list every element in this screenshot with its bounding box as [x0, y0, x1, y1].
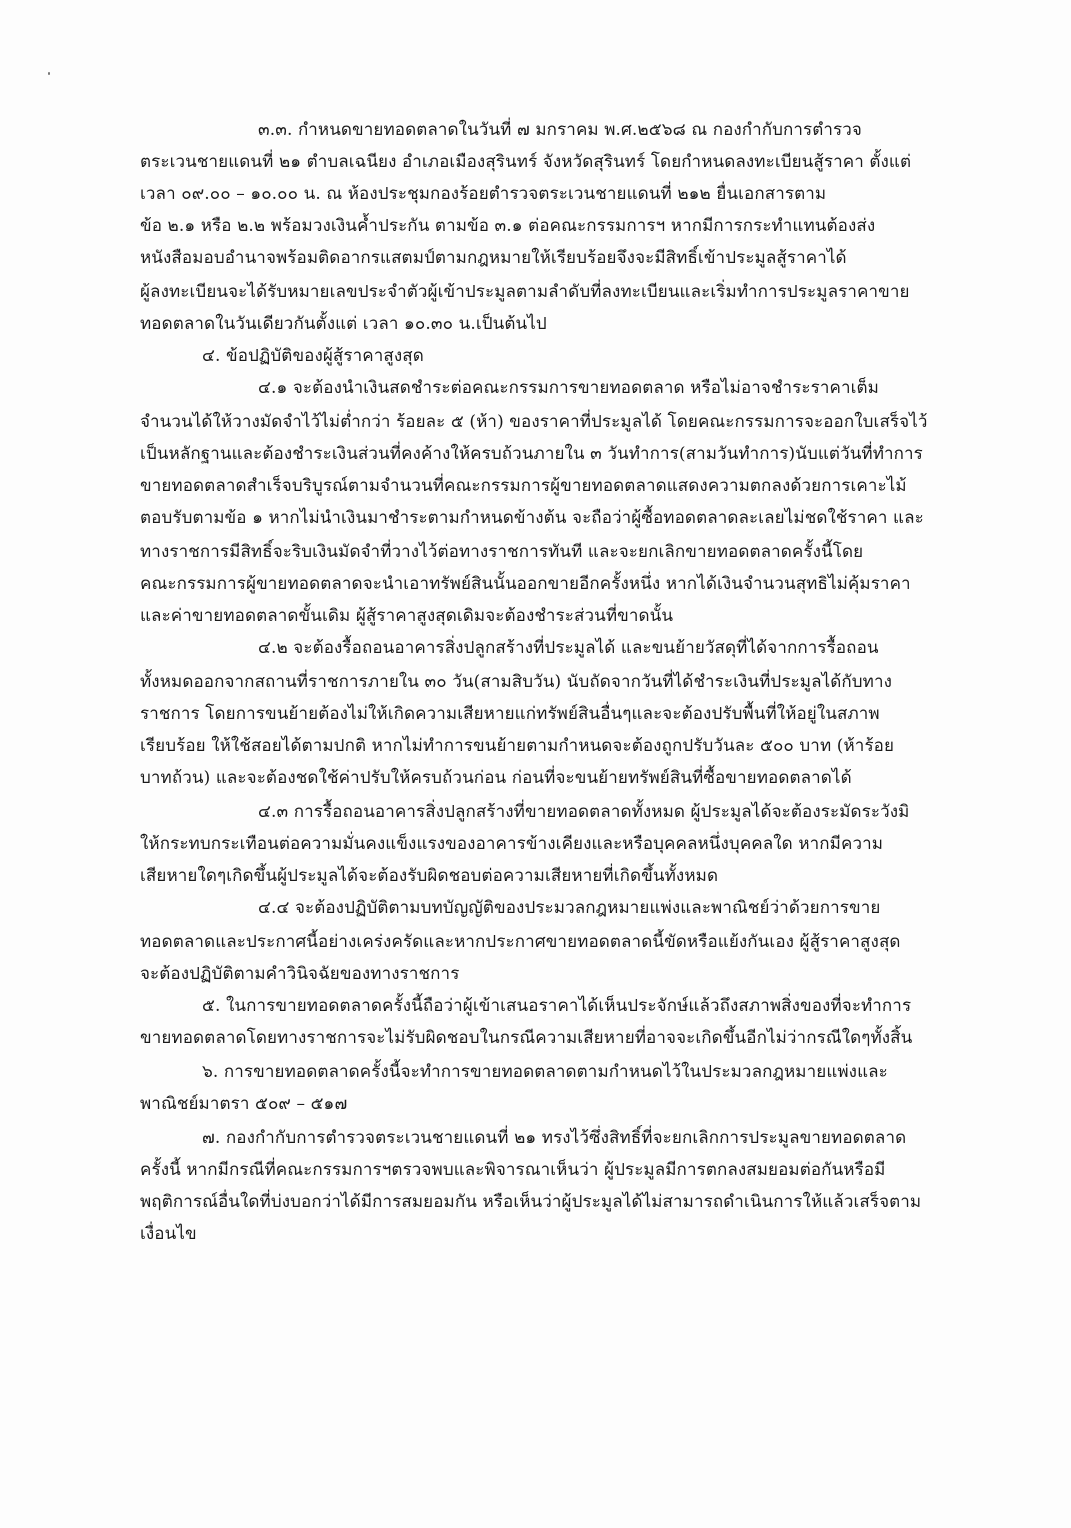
section-5-line-2: ขายทอดตลาดโดยทางราชการจะไม่รับผิดชอบในกรณีความเสียหายที่อาจจะเกิดขึ้นอีกไม่ว่ากรณีใดๆทั้งสิ้น — [140, 1028, 913, 1048]
paragraph-3-3-line-7: ทอดตลาดในวันเดียวกันตั้งแต่ เวลา ๑๐.๓๐ น.เป็นต้นไป — [140, 314, 547, 334]
section-6-line-2: พาณิชย์มาตรา ๕๐๙ – ๕๑๗ — [140, 1094, 348, 1114]
paragraph-4-4-line-3: จะต้องปฏิบัติตามคำวินิจฉัยของทางราชการ — [140, 964, 460, 984]
paragraph-3-3-line-5: หนังสือมอบอำนาจพร้อมติดอากรแสตมป์ตามกฎหมายให้เรียบร้อยจึงจะมีสิทธิ์เข้าประมูลสู้ราคาได้ — [140, 248, 847, 268]
section-7-line-1: ๗. กองกำกับการตำรวจตระเวนชายแดนที่ ๒๑ ทรงไว้ซึ่งสิทธิ์ที่จะยกเลิกการประมูลขายทอดตลาด — [202, 1128, 907, 1148]
paragraph-4-1-line-8: และค่าขายทอดตลาดขั้นเดิม ผู้สู้ราคาสูงสุดเดิมจะต้องชำระส่วนที่ขาดนั้น — [140, 606, 674, 626]
paragraph-4-1-line-2: จำนวนได้ให้วางมัดจำไว้ไม่ต่ำกว่า ร้อยละ ๕ (ห้า) ของราคาที่ประมูลได้ โดยคณะกรรมการจะออกใบเสร็จไว้ — [140, 412, 928, 432]
paragraph-4-2-line-5: บาทถ้วน) และจะต้องชดใช้ค่าปรับให้ครบถ้วนก่อน ก่อนที่จะขนย้ายทรัพย์สินที่ซื้อขายทอดตลาดได้ — [140, 768, 852, 788]
section-6-line-1: ๖. การขายทอดตลาดครั้งนี้จะทำการขายทอดตลาดตามกำหนดไว้ในประมวลกฎหมายแพ่งและ — [202, 1062, 888, 1082]
paragraph-4-1-line-6: ทางราชการมีสิทธิ์จะริบเงินมัดจำที่วางไว้ต่อทางราชการทันที และจะยกเลิกขายทอดตลาดครั้งนี้โดย — [140, 542, 864, 562]
paragraph-4-2-line-3: ราชการ โดยการขนย้ายต้องไม่ให้เกิดความเสียหายแก่ทรัพย์สินอื่นๆและจะต้องปรับพื้นที่ให้อยู่ในสภาพ — [140, 704, 880, 724]
section-7-line-2: ครั้งนี้ หากมีกรณีที่คณะกรรมการฯตรวจพบและพิจารณาเห็นว่า ผู้ประมูลมีการตกลงสมยอมต่อกันหรือมี — [140, 1160, 886, 1180]
paragraph-4-3-line-3: เสียหายใดๆเกิดขึ้นผู้ประมูลได้จะต้องรับผิดชอบต่อความเสียหายที่เกิดขึ้นทั้งหมด — [140, 866, 719, 886]
paragraph-3-3-line-1: ๓.๓. กำหนดขายทอดตลาดในวันที่ ๗ มกราคม พ.ศ.๒๕๖๘ ณ กองกำกับการตำรวจ — [258, 120, 862, 140]
scan-speck — [48, 72, 50, 75]
section-7-line-3: พฤติการณ์อื่นใดที่บ่งบอกว่าได้มีการสมยอมกัน หรือเห็นว่าผู้ประมูลได้ไม่สามารถดำเนินการให้แล้วเสร็จตาม — [140, 1192, 922, 1212]
paragraph-3-3-line-6: ผู้ลงทะเบียนจะได้รับหมายเลขประจำตัวผู้เข้าประมูลตามลำดับที่ลงทะเบียนและเริ่มทำการประมูลราคาขาย — [140, 282, 910, 302]
paragraph-4-1-line-3: เป็นหลักฐานและต้องชำระเงินส่วนที่คงค้างให้ครบถ้วนภายใน ๓ วันทำการ(สามวันทำการ)นับแต่วันที่ทำการ — [140, 444, 923, 464]
paragraph-4-1-line-5: ตอบรับตามข้อ ๑ หากไม่นำเงินมาชำระตามกำหนดข้างต้น จะถือว่าผู้ซื้อทอดตลาดละเลยไม่ชดใช้ราคา และ — [140, 508, 924, 528]
paragraph-4-4-line-2: ทอดตลาดและประกาศนี้อย่างเคร่งครัดและหากประกาศขายทอดตลาดนี้ขัดหรือแย้งกันเอง ผู้สู้ราคาสูงสุด — [140, 932, 901, 952]
paragraph-4-2-line-1: ๔.๒ จะต้องรื้อถอนอาคารสิ่งปลูกสร้างที่ประมูลได้ และขนย้ายวัสดุที่ได้จากการรื้อถอน — [258, 638, 879, 658]
section-4-heading: ๔. ข้อปฏิบัติของผู้สู้ราคาสูงสุด — [202, 346, 424, 366]
paragraph-3-3-line-3: เวลา ๐๙.๐๐ – ๑๐.๐๐ น. ณ ห้องประชุมกองร้อยตำรวจตระเวนชายแดนที่ ๒๑๒ ยื่นเอกสารตาม — [140, 184, 827, 204]
paragraph-4-1-line-7: คณะกรรมการผู้ขายทอดตลาดจะนำเอาทรัพย์สินนั้นออกขายอีกครั้งหนึ่ง หากได้เงินจำนวนสุทธิไม่คุ้มราคา — [140, 574, 911, 594]
section-5-line-1: ๕. ในการขายทอดตลาดครั้งนี้ถือว่าผู้เข้าเสนอราคาได้เห็นประจักษ์แล้วถึงสภาพสิ่งของที่จะทำการ — [202, 996, 912, 1016]
paragraph-4-4-line-1: ๔.๔ จะต้องปฏิบัติตามบทบัญญัติของประมวลกฎหมายแพ่งและพาณิชย์ว่าด้วยการขาย — [258, 898, 881, 918]
paragraph-3-3-line-4: ข้อ ๒.๑ หรือ ๒.๒ พร้อมวงเงินค้ำประกัน ตามข้อ ๓.๑ ต่อคณะกรรมการฯ หากมีการกระทำแทนต้องส่ง — [140, 216, 876, 236]
section-7-line-4: เงื่อนไข — [140, 1224, 197, 1244]
paragraph-4-1-line-1: ๔.๑ จะต้องนำเงินสดชำระต่อคณะกรรมการขายทอดตลาด หรือไม่อาจชำระราคาเต็ม — [258, 378, 879, 398]
paragraph-4-3-line-1: ๔.๓ การรื้อถอนอาคารสิ่งปลูกสร้างที่ขายทอดตลาดทั้งหมด ผู้ประมูลได้จะต้องระมัดระวังมิ — [258, 802, 910, 822]
paragraph-4-2-line-4: เรียบร้อย ให้ใช้สอยได้ตามปกติ หากไม่ทำการขนย้ายตามกำหนดจะต้องถูกปรับวันละ ๕๐๐ บาท (ห้าร้อย — [140, 736, 895, 756]
paragraph-3-3-line-2: ตระเวนชายแดนที่ ๒๑ ตำบลเฉนียง อำเภอเมืองสุรินทร์ จังหวัดสุรินทร์ โดยกำหนดลงทะเบียนสู้ราคา ตั้งแต่ — [140, 152, 912, 172]
paragraph-4-3-line-2: ให้กระทบกระเทือนต่อความมั่นคงแข็งแรงของอาคารข้างเคียงและหรือบุคคลหนึ่งบุคคลใด หากมีความ — [140, 834, 884, 854]
paragraph-4-2-line-2: ทั้งหมดออกจากสถานที่ราชการภายใน ๓๐ วัน(สามสิบวัน) นับถัดจากวันที่ได้ชำระเงินที่ประมูลได้กับทาง — [140, 672, 893, 692]
paragraph-4-1-line-4: ขายทอดตลาดสำเร็จบริบูรณ์ตามจำนวนที่คณะกรรมการผู้ขายทอดตลาดแสดงความตกลงด้วยการเคาะไม้ — [140, 476, 907, 496]
